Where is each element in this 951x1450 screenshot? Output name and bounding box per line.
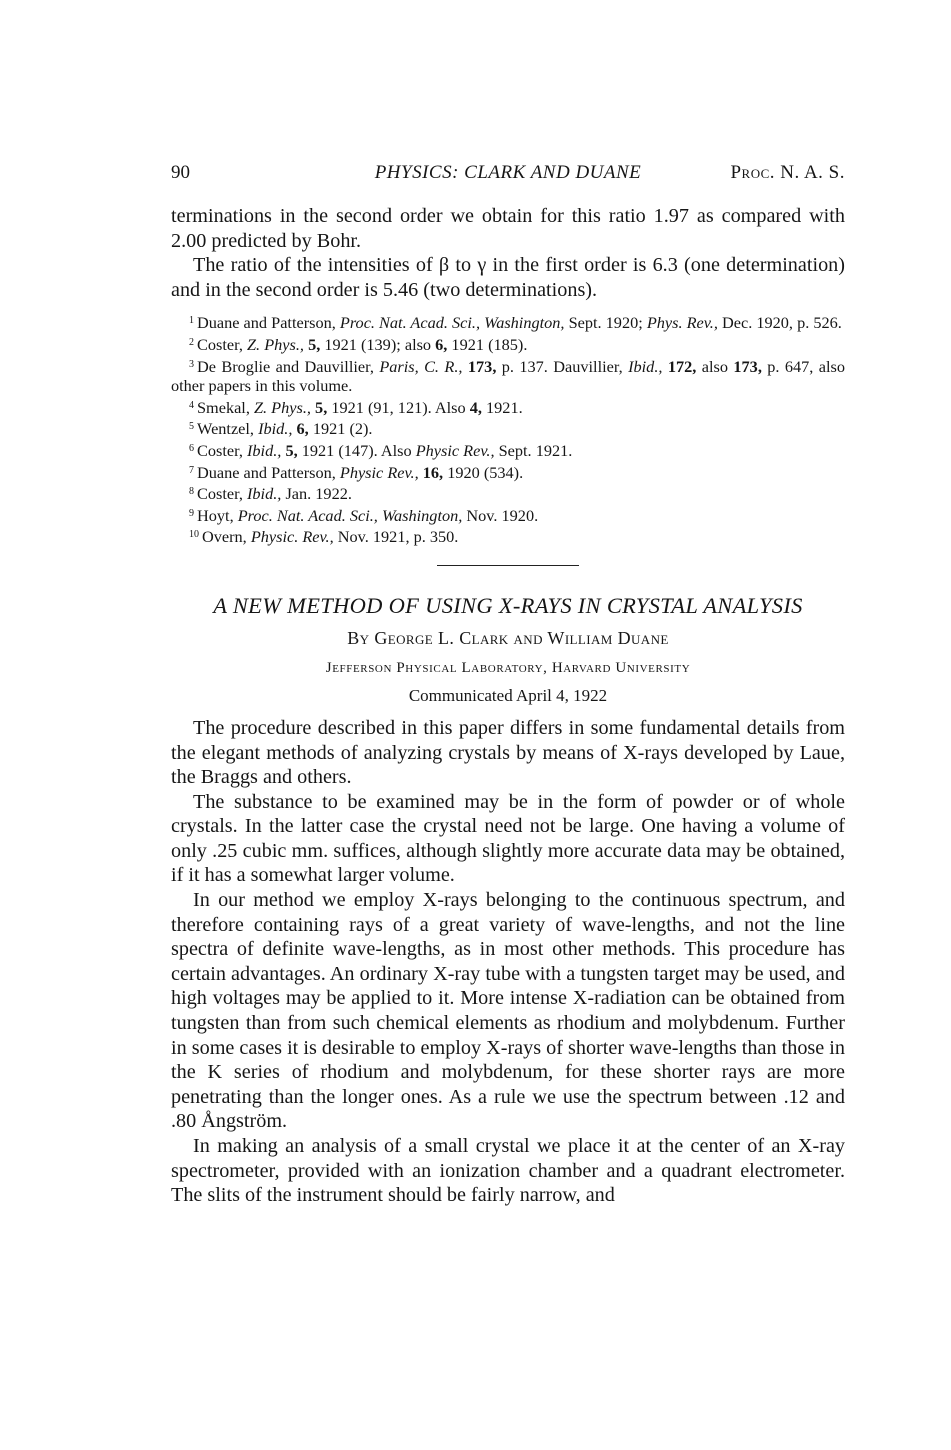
footnote-number: 4 xyxy=(189,399,194,411)
footnote: $^9$ Hoyt, Proc. Nat. Acad. Sci., Washington, Nov. 1920. xyxy=(189,505,539,525)
body-paragraph-2: The substance to be examined may be in the form of powder or of whole crystals. In the latter case the crystal need not be large. One having a volume of only .25 cubic mm. suffices, although slightly more accurate data may be obtained, if it has a somewhat larger volume. xyxy=(171,790,845,887)
footnotes xyxy=(171,311,845,547)
article-title: A NEW METHOD OF USING X-RAYS IN CRYSTAL ANALYSIS xyxy=(213,592,803,618)
footnote: $^4$ Smekal, Z. Phys., 5, 1921 (91, 121). Also 4, 1921. xyxy=(189,397,523,417)
footnote-number: 5 xyxy=(189,421,194,433)
footnote: $^6$ Coster, Ibid., 5, 1921 (147). Also Physic Rev., Sept. 1921. xyxy=(189,440,573,460)
body-paragraph-1: The procedure described in this paper differs in some fundamental details from the elegant methods of analyzing crystals by means of X-rays developed by Laue, the Braggs and others. xyxy=(171,716,845,789)
footnote-number: 9 xyxy=(189,507,194,519)
body-paragraph-3: In our method we employ X-rays belonging to the continuous spectrum, and therefore containing rays of a great variety of wave-lengths, and not the line spectra of definite wave-lengths, as in most other methods. This procedure has certain advantages. An ordinary X-ray tube with a tungsten target may be used, and high voltages may be applied to it. More intense X-radiation can be obtained from tungsten than from such chemical elements as rhodium and molybdenum. Further in some cases it is desirable to employ X-rays of shorter wave-lengths than those in the K series of rhodium and molybdenum, for these shorter rays are more penetrating than the longer ones. As a rule we use the spectrum between .12 and .80 Ångström. xyxy=(171,889,845,1133)
footnote: $^3$ De Broglie and Dauvillier, Paris, C. R., 173, p. 137. Dauvillier, Ibid., 172, also 173, p. 647, also other papers in this volume. xyxy=(171,356,845,396)
footnote-number: 2 xyxy=(189,336,194,348)
footnote-number: 6 xyxy=(189,442,194,454)
journal-page xyxy=(171,158,845,1208)
footnote: $^8$ Coster, Ibid., Jan. 1922. xyxy=(189,484,352,504)
journal-abbrev: Proc. N. A. S. xyxy=(730,162,845,183)
footnote-number: 3 xyxy=(189,358,194,370)
footnote: $^{10}$ Overn, Physic. Rev., Nov. 1921, p. 350. xyxy=(189,527,459,547)
author-byline: By George L. Clark and William Duane xyxy=(347,627,669,648)
section-divider xyxy=(437,565,579,566)
running-head xyxy=(171,158,845,186)
communicated-date: Communicated April 4, 1922 xyxy=(408,685,608,705)
footnote: $^7$ Duane and Patterson, Physic Rev., 16, 1920 (534). xyxy=(189,462,524,482)
footnote-number: 8 xyxy=(189,486,194,498)
article-body xyxy=(171,716,845,1208)
footnote-number: 1 xyxy=(189,315,194,327)
footnote-number: 10 xyxy=(189,529,199,541)
continuation-paragraph-2: The ratio of the intensities of β to γ in the first order is 6.3 (one determination) and in the second order is 5.46 (two determinations). xyxy=(171,254,845,301)
footnote: $^2$ Coster, Z. Phys., 5, 1921 (139); also 6, 1921 (185). xyxy=(189,334,528,354)
page-number: 90 xyxy=(171,162,190,183)
author-affiliation: Jefferson Physical Laboratory, Harvard University xyxy=(325,659,691,676)
footnote: $^5$ Wentzel, Ibid., 6, 1921 (2). xyxy=(189,419,373,439)
footnote: $^1$ Duane and Patterson, Proc. Nat. Acad. Sci., Washington, Sept. 1920; Phys. Rev., Dec. 1920, p. 526. xyxy=(189,313,842,333)
footnote-number: 7 xyxy=(189,464,194,476)
body-paragraph-4: In making an analysis of a small crystal we place it at the center of an X-ray spectrometer, provided with an ionization chamber and a quadrant electrometer. The slits of the instrument should be fairly narrow, and xyxy=(171,1135,845,1207)
running-title: PHYSICS: CLARK AND DUANE xyxy=(374,162,642,183)
continuation-paragraph-1: terminations in the second order we obtain for this ratio 1.97 as compared with 2.00 predicted by Bohr. xyxy=(171,205,845,252)
